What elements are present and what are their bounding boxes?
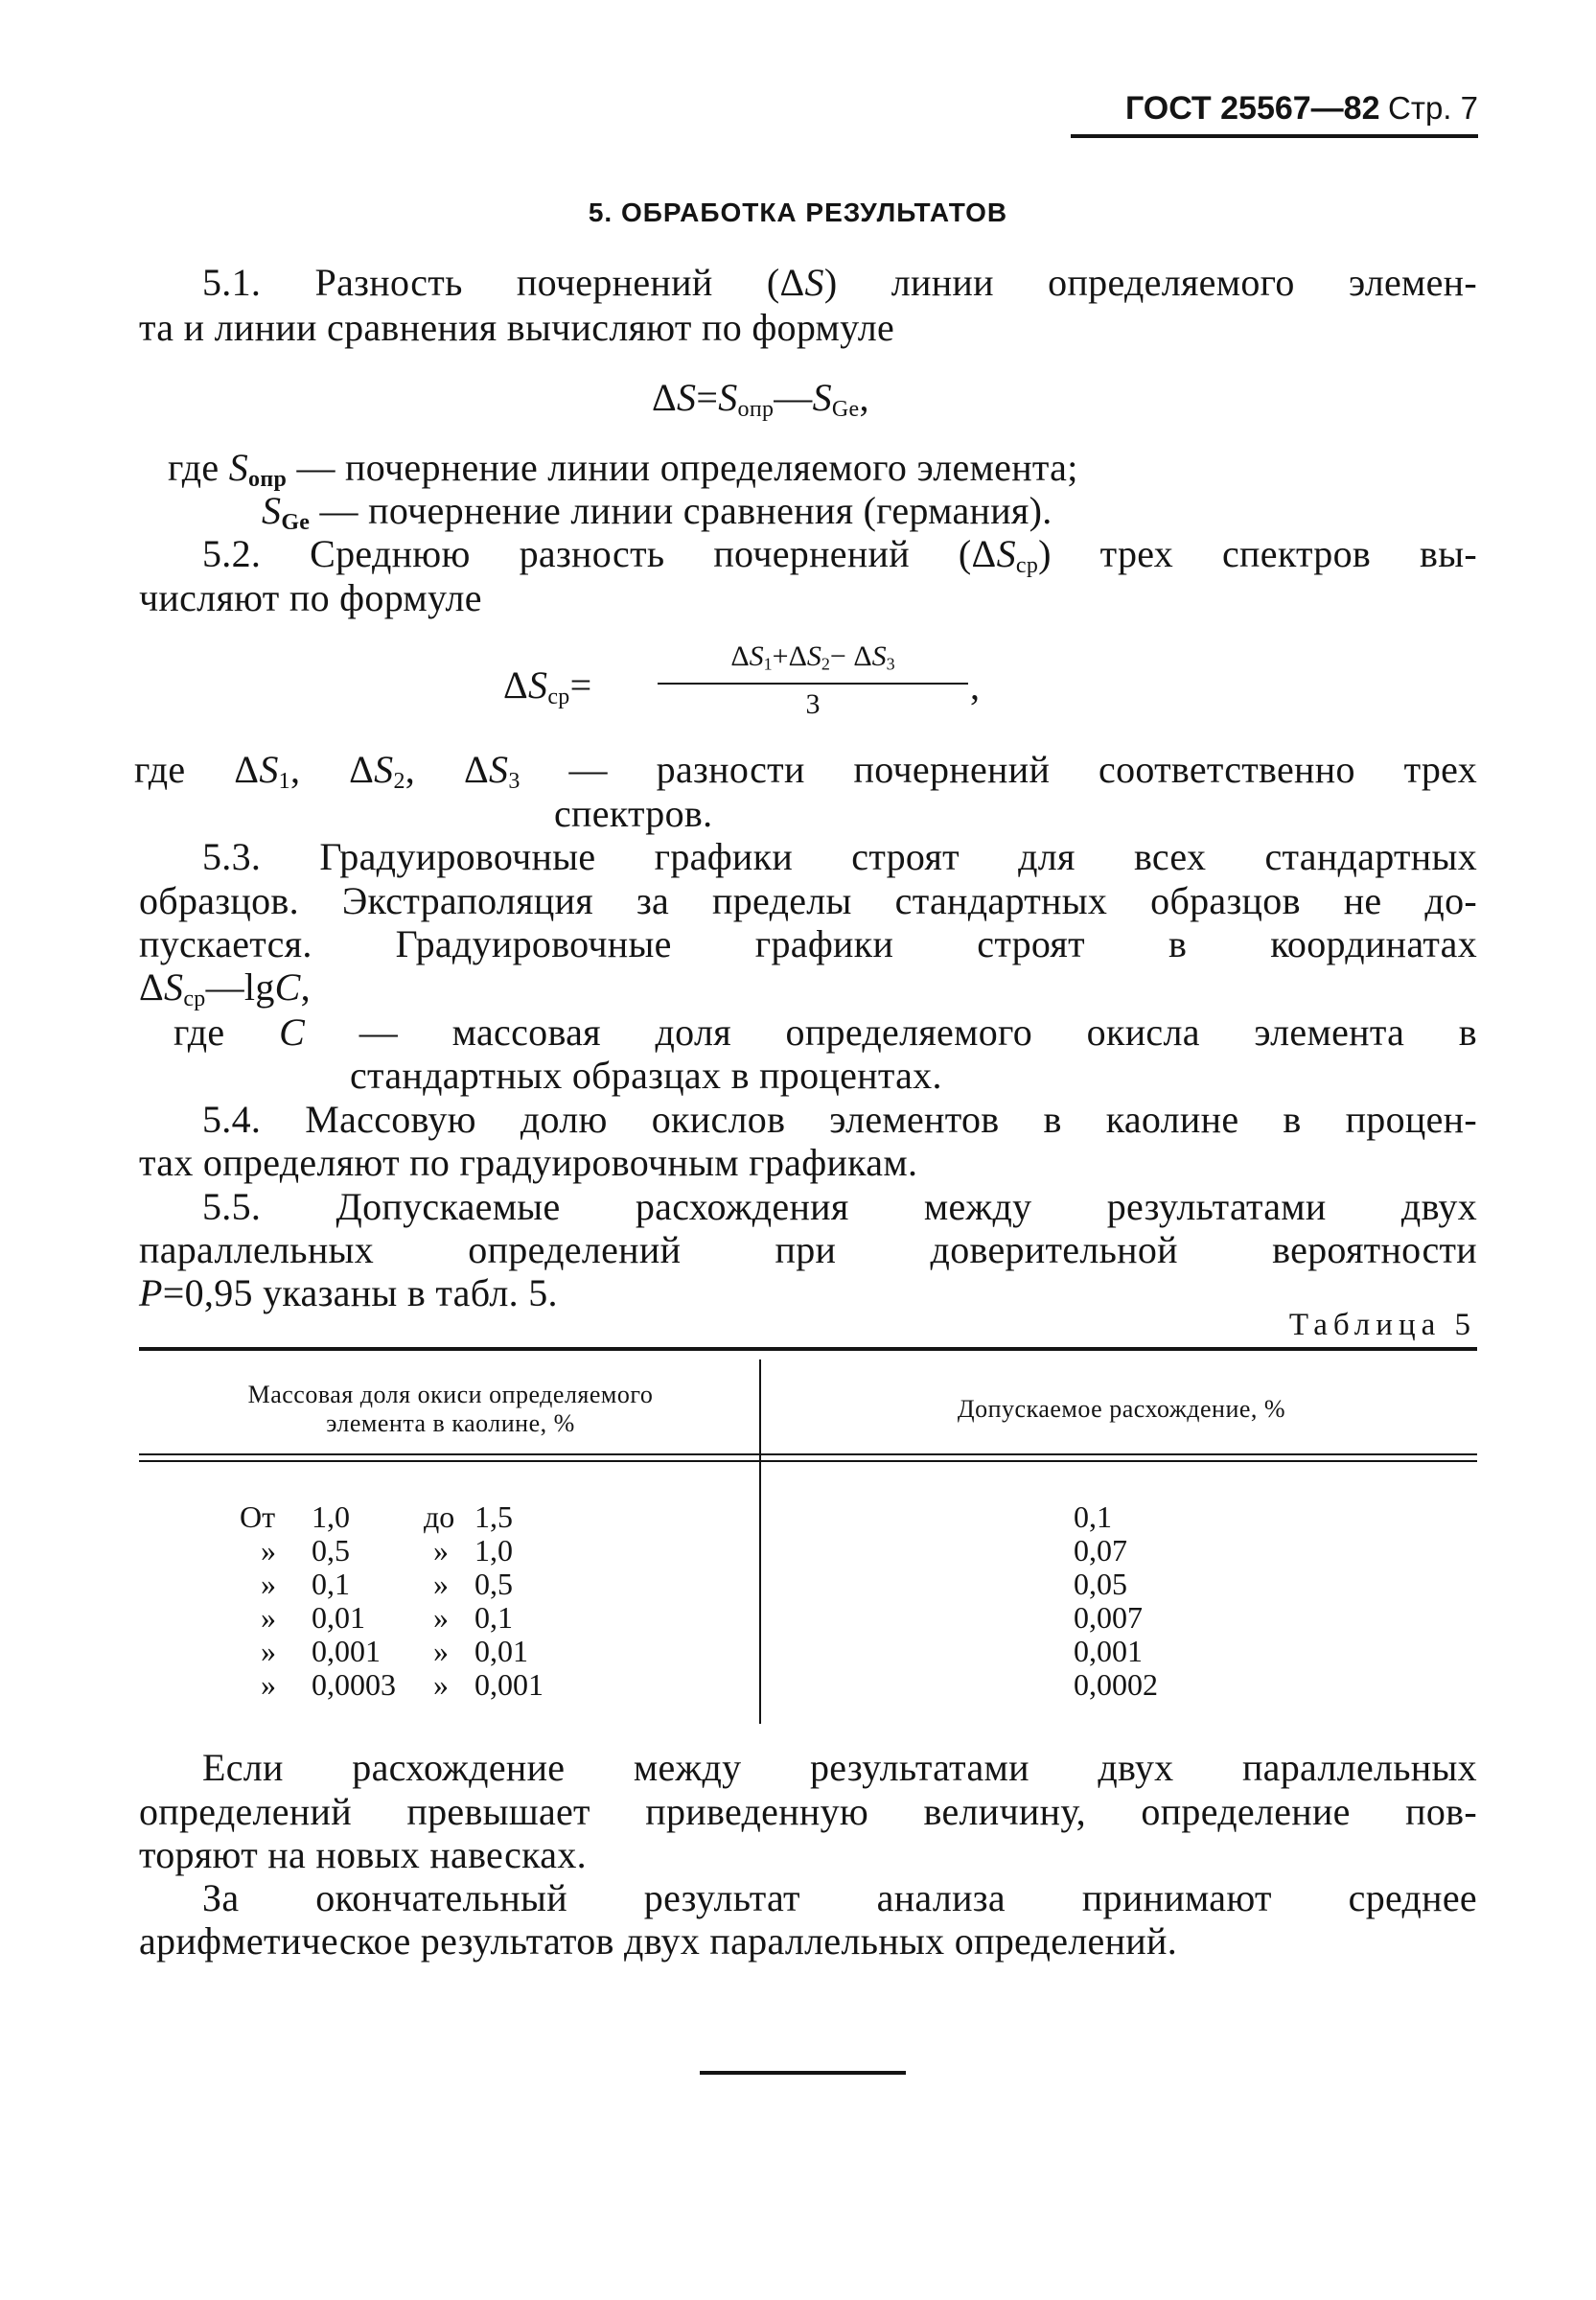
row-mid: »: [433, 1634, 449, 1668]
formula-mean-tail: ,: [970, 664, 981, 708]
formula-mean-denominator: 3: [805, 688, 821, 720]
paragraph-5-4-line-1: 5.4. Массовую долю окислов элементов в каолине в процен-: [202, 1098, 1477, 1141]
paragraph-5-1-line-2: та и линии сравнения вычисляют по формуле: [139, 306, 895, 349]
definition-s-opr: где $S_{опр}$ — почернение линии определяемого элемента;: [168, 446, 1078, 492]
row-from: 0,01: [312, 1600, 365, 1635]
page-label: Стр. 7: [1388, 90, 1478, 126]
row-prefix: »: [261, 1600, 276, 1635]
end-rule: [700, 2071, 906, 2075]
header-rule: [1071, 134, 1478, 138]
row-allowed: 0,0002: [1074, 1667, 1158, 1702]
row-mid: до: [424, 1499, 455, 1534]
table-header-rule-1: [139, 1453, 1477, 1455]
row-from: 1,0: [312, 1499, 350, 1534]
row-allowed: 0,1: [1074, 1499, 1112, 1534]
closing-line-5: арифметическое результатов двух параллельных определений.: [139, 1919, 1178, 1963]
table-header-mass-fraction: Массовая доля окиси определяемого элемента в каолине, %: [247, 1381, 654, 1437]
row-to: 0,1: [474, 1600, 513, 1635]
paragraph-5-3-line-3: пускается. Градуировочные графики строят в координатах: [139, 922, 1477, 965]
closing-line-1: Если расхождение между результатами двух параллельных: [202, 1746, 1477, 1789]
table-column-divider: [759, 1359, 761, 1724]
row-to: 1,5: [474, 1499, 513, 1534]
table-caption: Таблица 5: [1288, 1308, 1476, 1342]
fraction-bar: [658, 683, 968, 685]
row-prefix: »: [261, 1667, 276, 1702]
paragraph-5-2-line-2: числяют по формуле: [139, 576, 482, 619]
row-allowed: 0,05: [1074, 1567, 1127, 1601]
running-header: [1102, 88, 1478, 128]
formula-mean-numerator: $\Delta S_1+\Delta S_2- \Delta S_3$: [730, 640, 895, 674]
row-mid: »: [433, 1667, 449, 1702]
row-from: 0,0003: [312, 1667, 396, 1702]
row-to: 1,0: [474, 1533, 513, 1568]
paragraph-5-3-coordinates: $\Delta S_{ср}—\lg C$,: [139, 965, 311, 1011]
row-prefix: »: [261, 1567, 276, 1601]
paragraph-5-3-line-2: образцов. Экстраполяция за пределы стандартных образцов не до-: [139, 879, 1477, 922]
row-allowed: 0,007: [1074, 1600, 1143, 1635]
row-allowed: 0,07: [1074, 1533, 1127, 1568]
row-prefix: »: [261, 1634, 276, 1668]
paragraph-5-2-line-1: 5.2. Среднюю разность почернений $(\Delta S_{ср})$ трех спектров вы-: [202, 532, 1477, 578]
row-to: 0,5: [474, 1567, 513, 1601]
row-allowed: 0,001: [1074, 1634, 1143, 1668]
paragraph-5-3-line-1: 5.3. Градуировочные графики строят для всех стандартных: [202, 835, 1477, 878]
paragraph-5-5-line-1: 5.5. Допускаемые расхождения между результатами двух: [202, 1185, 1477, 1228]
section-title: 5. ОБРАБОТКА РЕЗУЛЬТАТОВ: [588, 197, 1008, 227]
table-top-rule: [139, 1347, 1477, 1351]
paragraph-5-4-line-2: тах определяют по градуировочным графикам.: [139, 1141, 918, 1184]
formula-delta-s: $\Delta S=S_{опр}—S_{Ge}$,: [652, 376, 869, 422]
paragraph-5-5-line-2: параллельных определений при доверительной вероятности: [139, 1228, 1477, 1271]
definition-c-cont: стандартных образцах в процентах.: [350, 1054, 942, 1097]
row-to: 0,001: [474, 1667, 544, 1702]
table-header-rule-2: [139, 1460, 1477, 1462]
document-id: ГОСТ 25567—82: [1124, 90, 1380, 127]
paragraph-5-1-line-1: 5.1. Разность почернений (ΔS) линии определяемого элемен-: [202, 261, 1478, 304]
row-prefix: От: [240, 1499, 276, 1534]
definition-delta-s-cont: спектров.: [554, 792, 713, 835]
row-mid: »: [433, 1600, 449, 1635]
row-mid: »: [433, 1567, 449, 1601]
definition-delta-s-list: где $\Delta S_1$, $\Delta S_2$, $\Delta S_3$ — разности почернений соответственно трех: [134, 748, 1478, 794]
row-from: 0,5: [312, 1533, 350, 1568]
table-header-allowed-deviation: Допускаемое расхождение, %: [957, 1395, 1286, 1423]
closing-line-4: За окончательный результат анализа принимают среднее: [202, 1876, 1477, 1919]
closing-line-2: определений превышает приведенную величину, определение пов-: [139, 1790, 1477, 1833]
formula-mean-delta-s-lhs: $\Delta S_{ср}=$: [503, 663, 592, 709]
definition-c: где C — массовая доля определяемого окисла элемента в: [173, 1011, 1477, 1054]
row-from: 0,001: [312, 1634, 381, 1668]
definition-s-ge: $S_{Ge}$ — почернение линии сравнения (германия).: [262, 489, 1052, 535]
row-from: 0,1: [312, 1567, 350, 1601]
row-prefix: »: [261, 1533, 276, 1568]
row-mid: »: [433, 1533, 449, 1568]
paragraph-5-5-line-3: P=0,95 указаны в табл. 5.: [139, 1271, 558, 1314]
closing-line-3: торяют на новых навесках.: [139, 1833, 587, 1876]
row-to: 0,01: [474, 1634, 528, 1668]
